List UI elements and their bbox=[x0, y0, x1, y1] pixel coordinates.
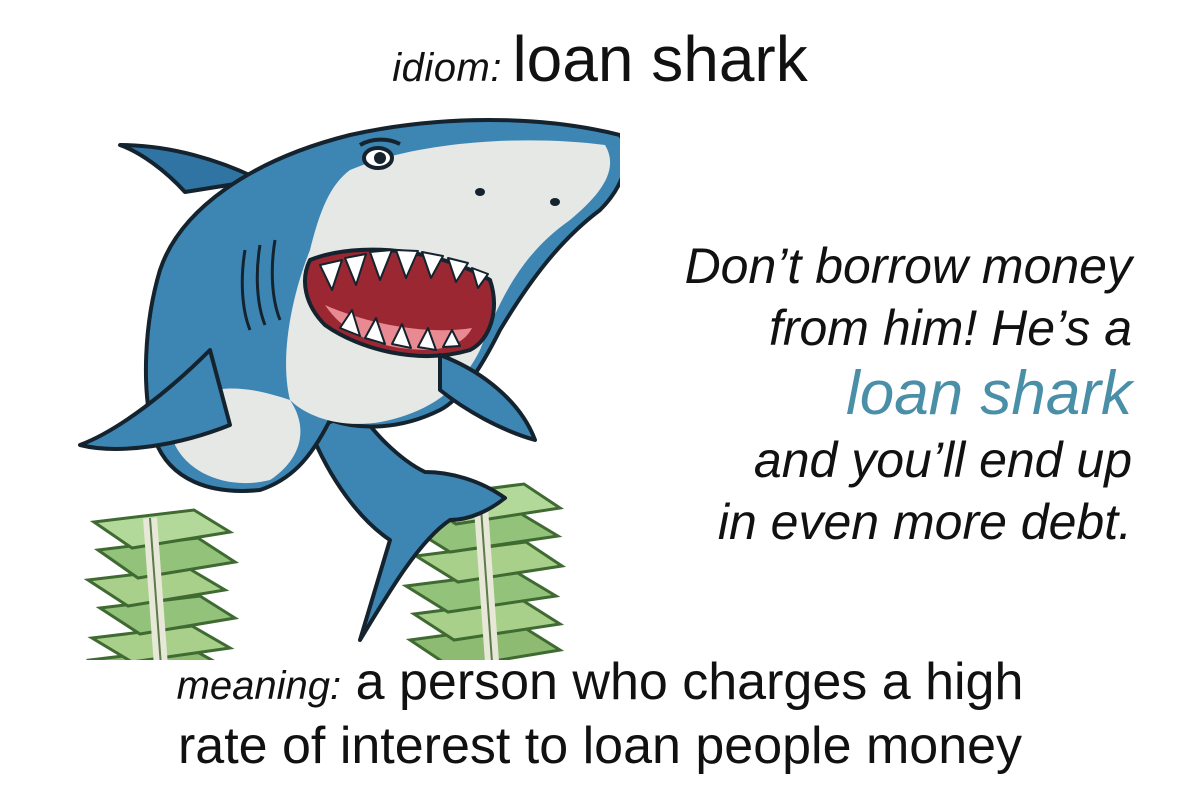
meaning-text-1: a person who charges a high bbox=[355, 653, 1024, 711]
example-line: in even more debt. bbox=[717, 494, 1132, 550]
idiom-label: idiom: bbox=[392, 46, 502, 90]
example-highlight: loan shark bbox=[845, 359, 1132, 428]
example-line: from him! He’s a bbox=[768, 300, 1132, 356]
idiom-term: loan shark bbox=[512, 23, 808, 95]
example-sentence bbox=[572, 235, 1132, 553]
meaning-text-2: rate of interest to loan people money bbox=[177, 717, 1023, 775]
money-stack-left-icon bbox=[88, 510, 235, 660]
shark-illustration bbox=[60, 100, 620, 660]
example-line: and you’ll end up bbox=[753, 432, 1132, 488]
meaning-label: meaning: bbox=[176, 664, 342, 708]
meaning-definition bbox=[0, 652, 1200, 776]
meaning-line-1 bbox=[0, 652, 1200, 716]
example-line: Don’t borrow money bbox=[684, 238, 1132, 294]
idiom-heading bbox=[0, 22, 1200, 96]
